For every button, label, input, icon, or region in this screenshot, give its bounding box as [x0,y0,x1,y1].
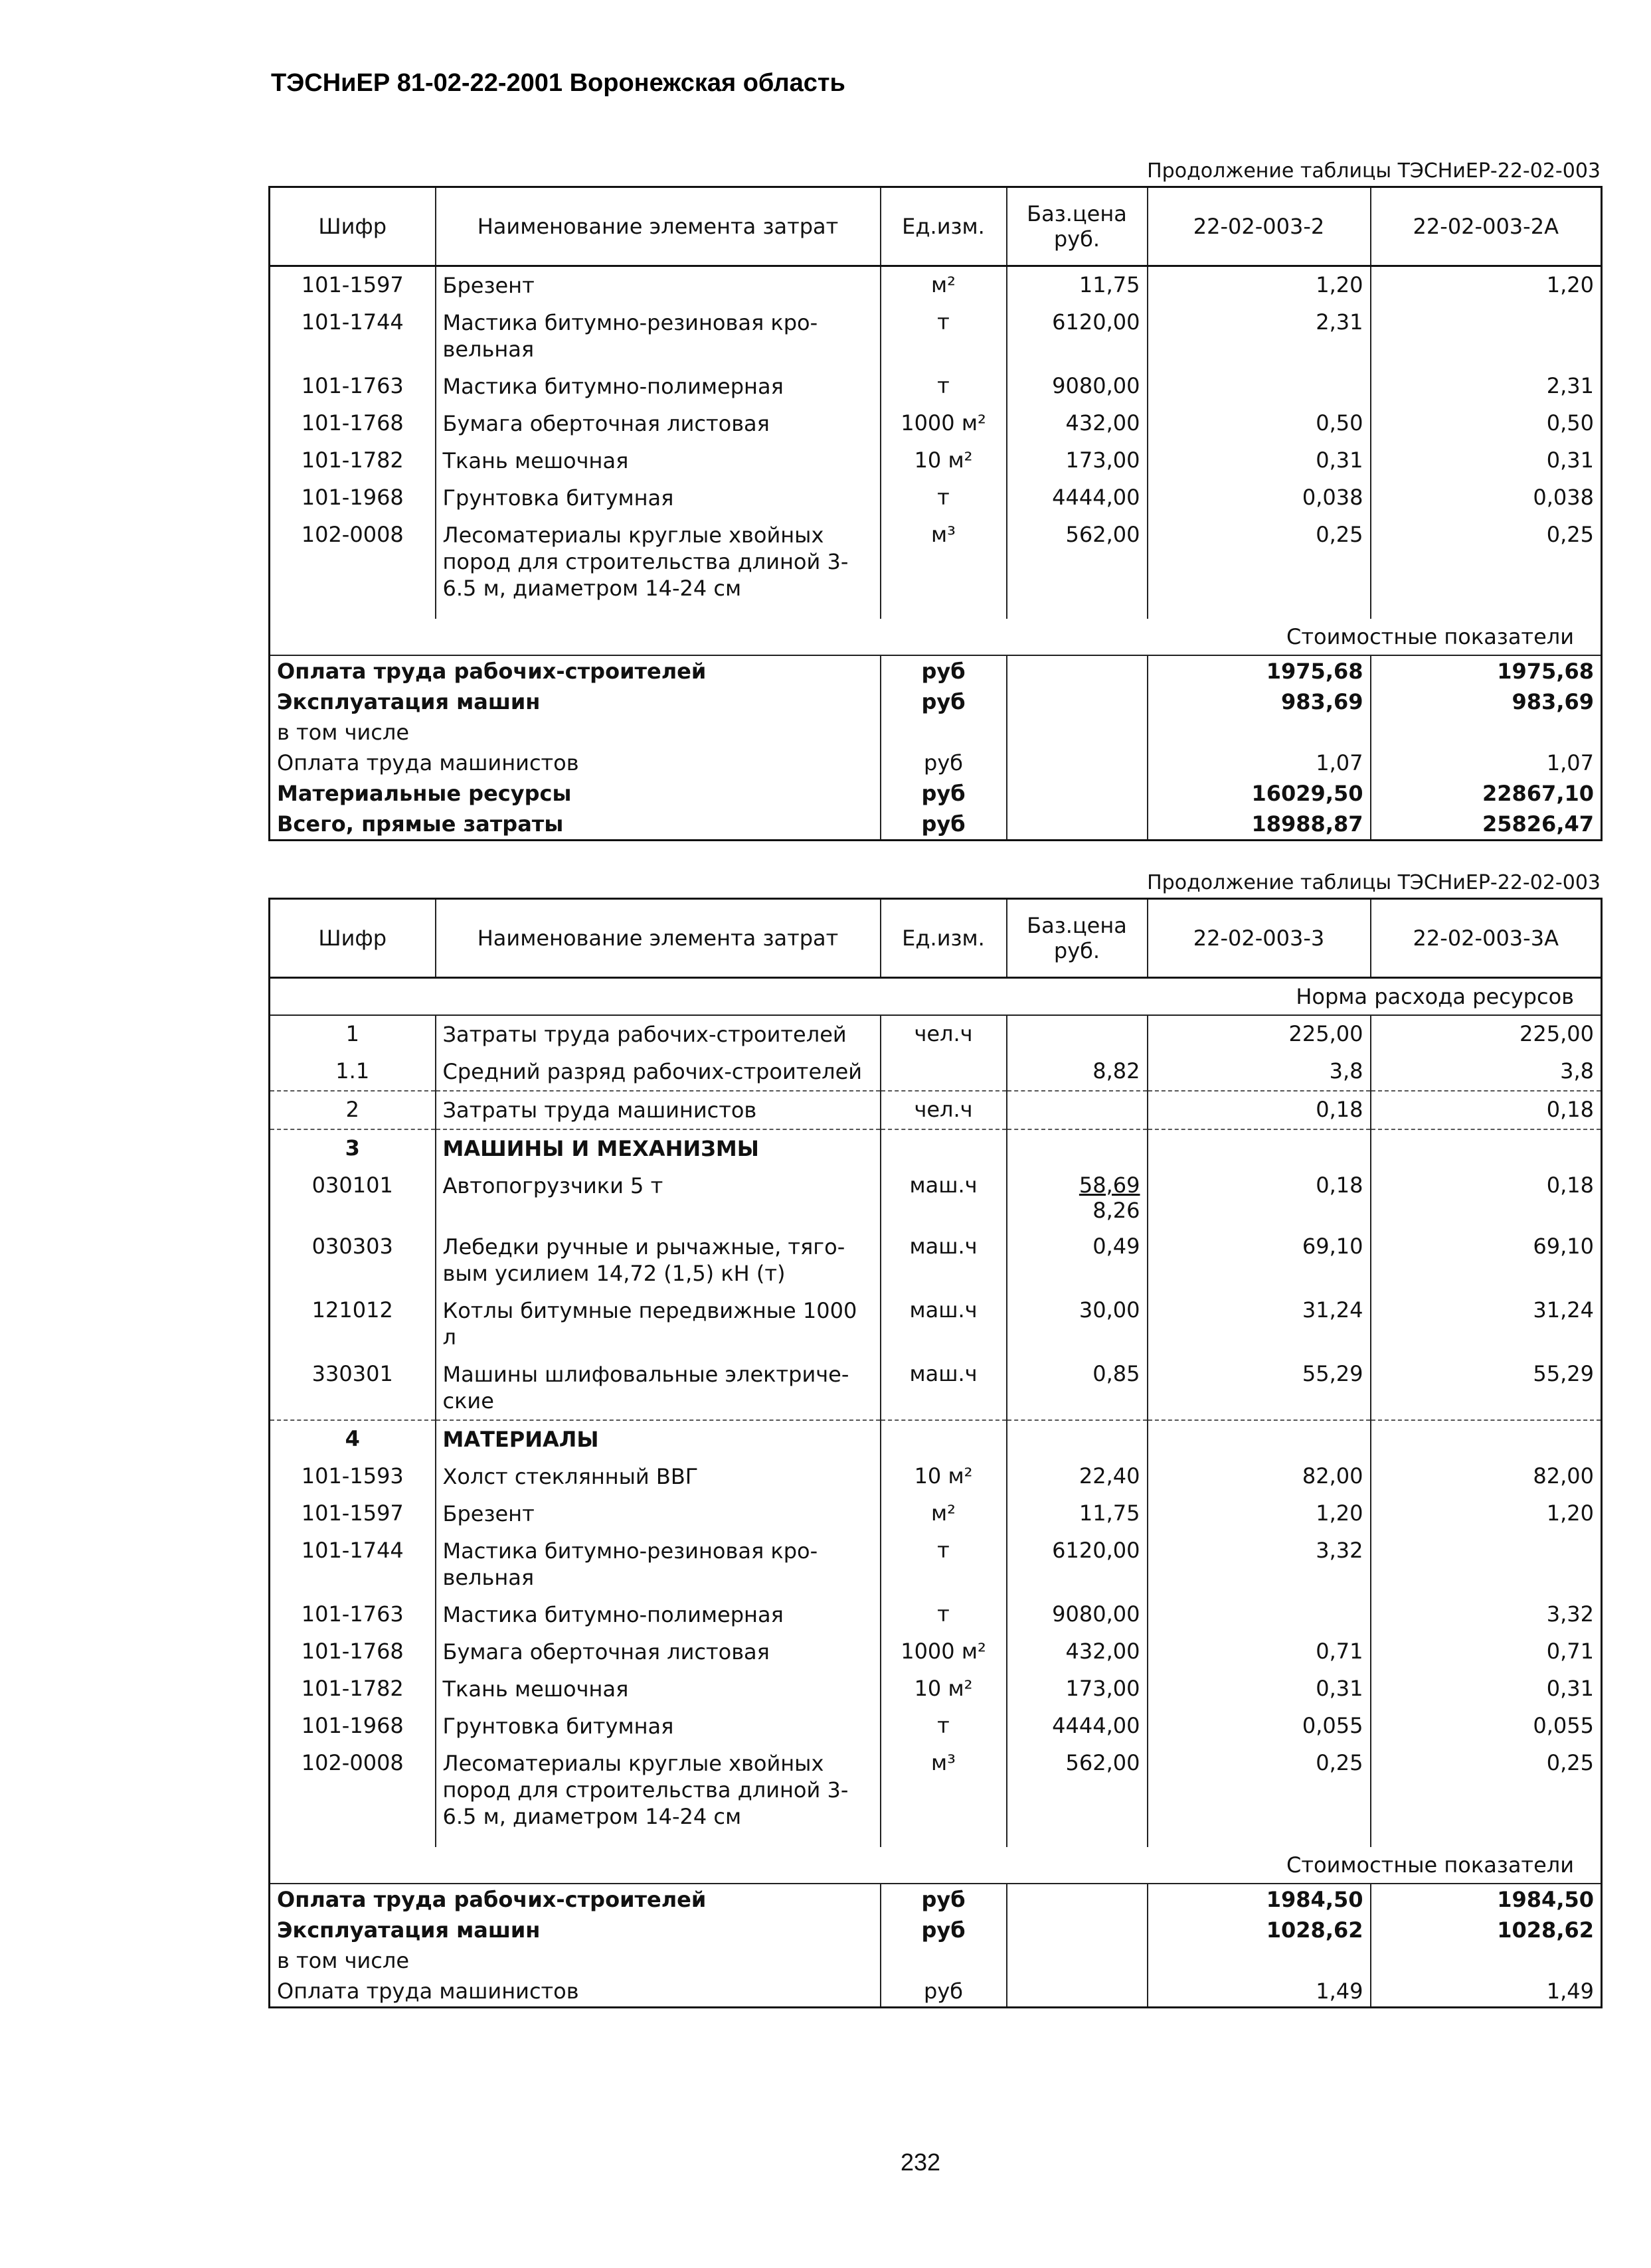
unit-cell: чел.ч [881,1015,1007,1053]
cipher-cell: 101-1744 [301,1538,404,1563]
col-header-norm-a: 22-02-003-3 [1148,899,1371,978]
base-price-secondary: 8,26 [1092,1198,1140,1223]
cost-row [270,1945,1602,1976]
unit-cell: маш.ч [881,1356,1007,1420]
norm-value-a: 1,20 [1148,266,1371,305]
page-title: ТЭСНиЕР 81-02-22-2001 Воронежская область [271,69,845,97]
cipher-cell: 101-1782 [301,1676,404,1701]
cipher-cell: 101-1968 [301,1713,404,1738]
unit-cell: м² [881,1495,1007,1532]
cost-indicators-caption-label: Стоимостные показатели [270,1847,1602,1884]
base-price-cell: 173,00 [1007,442,1148,479]
table-row [270,1091,1602,1129]
cipher-cell: 102-0008 [301,522,404,547]
base-price-cell: 22,40 [1007,1458,1148,1495]
cost-price-empty [1007,778,1148,809]
cost-label: Оплата труда машинистов [277,750,579,775]
norm-value-b: 3,8 [1371,1053,1602,1091]
spacer-row [270,607,1602,619]
cost-element-name: Бумага оберточная листовая [436,1633,881,1670]
norm-value-a: 1,20 [1148,1495,1371,1532]
resource-norm-caption [270,978,1602,1016]
base-price-cell: 6120,00 [1007,1532,1148,1596]
spacer-cell [436,607,881,619]
cost-element-name: Лесоматериалы круглые хвойных пород для строительства длиной 3-6.5 м, диаметром 14-24 см [436,517,881,607]
cost-price-empty [1007,717,1148,748]
cost-element-name: Брезент [436,1495,881,1532]
cost-value-b [1371,1945,1602,1976]
cost-price-empty [1007,655,1148,687]
cipher-cell: 102-0008 [301,1750,404,1775]
unit-cell: м² [881,266,1007,305]
cost-row [270,778,1602,809]
norm-value-a: 0,038 [1148,479,1371,517]
base-price-cell [1007,1129,1148,1167]
cost-value-a: 983,69 [1148,687,1371,717]
unit-cell [881,1420,1007,1458]
base-price-cell [1007,1015,1148,1053]
norm-value-a [1148,1420,1371,1458]
norm-value-b: 0,25 [1371,1745,1602,1835]
cost-unit: руб [881,778,1007,809]
unit-cell: маш.ч [881,1292,1007,1356]
base-price-cell: 30,00 [1007,1292,1148,1356]
cipher-cell: 1 [345,1021,359,1046]
cost-value-b [1371,717,1602,748]
norm-value-a: 2,31 [1148,304,1371,368]
cost-value-a [1148,1945,1371,1976]
cost-price-empty [1007,748,1148,778]
cost-element-name: Затраты труда машинистов [436,1091,881,1129]
cost-unit: руб [881,1915,1007,1945]
norm-value-a [1148,368,1371,405]
table-row [270,1458,1602,1495]
cipher-cell: 101-1768 [301,410,404,436]
table-row [270,405,1602,442]
cost-value-a: 16029,50 [1148,778,1371,809]
spacer-cell [1371,1835,1602,1847]
norm-value-a: 0,50 [1148,405,1371,442]
cipher-cell: 101-1763 [301,373,404,398]
col-header-norm-a: 22-02-003-2 [1148,187,1371,266]
unit-cell: 10 м² [881,1458,1007,1495]
norm-value-a [1148,1596,1371,1633]
unit-cell [881,1053,1007,1091]
table-row [270,1670,1602,1708]
norm-value-b: 0,055 [1371,1708,1602,1745]
cost-label: Всего, прямые затраты [277,811,564,837]
unit-cell [881,1129,1007,1167]
cost-element-name: Средний разряд рабочих-строителей [436,1053,881,1091]
cost-label: Оплата труда рабочих-строителей [277,659,707,684]
cost-element-name: Автопогрузчики 5 т [436,1167,881,1228]
unit-cell: т [881,304,1007,368]
cost-price-empty [1007,1915,1148,1945]
cost-element-name: Машины шлифовальные электриче-ские [436,1356,881,1420]
table-row [270,1167,1602,1228]
table2-header-row [270,899,1602,978]
spacer-cell [1007,607,1148,619]
base-price-cell [1007,1091,1148,1129]
table-row [270,304,1602,368]
cipher-cell: 330301 [311,1361,393,1386]
cost-element-name: Грунтовка битумная [436,1708,881,1745]
spacer-cell [1007,1835,1148,1847]
cost-row [270,687,1602,717]
cost-unit: руб [881,748,1007,778]
cost-unit: руб [881,809,1007,841]
col-header-unit: Ед.изм. [881,187,1007,266]
cipher-cell: 2 [270,1091,436,1129]
table-row [270,479,1602,517]
cipher-cell: 101-1763 [301,1601,404,1627]
cost-value-b: 22867,10 [1371,778,1602,809]
base-price-cell: 8,82 [1007,1053,1148,1091]
spacer-cell [1148,1835,1371,1847]
table-row [270,1292,1602,1356]
cost-element-name: Котлы битумные передвижные 1000 л [436,1292,881,1356]
cipher-cell: 101-1744 [301,309,404,335]
cost-element-name: Лесоматериалы круглые хвойных пород для строительства длиной 3-6.5 м, диаметром 14-24 см [436,1745,881,1835]
cost-element-name: Холст стеклянный ВВГ [436,1458,881,1495]
cost-element-name: Ткань мешочная [436,442,881,479]
cost-value-b: 1984,50 [1371,1884,1602,1915]
cost-label: Эксплуатация машин [277,1917,541,1943]
cost-value-b: 1,49 [1371,1976,1602,2008]
cost-price-empty [1007,1976,1148,2008]
spacer-cell [270,607,436,619]
norm-value-b: 0,31 [1371,1670,1602,1708]
norm-value-a: 0,31 [1148,442,1371,479]
cost-element-name: Брезент [436,266,881,305]
base-price-cell: 4444,00 [1007,479,1148,517]
norm-value-a: 0,18 [1148,1167,1371,1228]
norm-value-b: 55,29 [1371,1356,1602,1420]
norm-value-b: 0,71 [1371,1633,1602,1670]
norm-value-b: 225,00 [1371,1015,1602,1053]
norm-value-b: 82,00 [1371,1458,1602,1495]
cost-unit: руб [881,687,1007,717]
cipher-cell: 101-1597 [301,272,404,297]
norm-value-a: 0,31 [1148,1670,1371,1708]
table-row [270,1015,1602,1053]
norm-value-a [1148,1129,1371,1167]
unit-cell: м³ [881,517,1007,607]
cost-price-empty [1007,1884,1148,1915]
cipher-cell: 101-1968 [301,485,404,510]
unit-cell: чел.ч [881,1091,1007,1129]
cost-value-b: 1975,68 [1371,655,1602,687]
table-row [270,1708,1602,1745]
cipher-cell: 4 [270,1420,436,1458]
unit-cell: т [881,479,1007,517]
cost-value-b: 1028,62 [1371,1915,1602,1945]
norm-value-a: 3,32 [1148,1532,1371,1596]
unit-cell: 10 м² [881,1670,1007,1708]
cost-row [270,1884,1602,1915]
table-row [270,1596,1602,1633]
norm-value-b: 1,20 [1371,266,1602,305]
cost-price-empty [1007,687,1148,717]
unit-cell: т [881,1532,1007,1596]
table1-header-row [270,187,1602,266]
unit-cell: 1000 м² [881,405,1007,442]
base-price-cell: 432,00 [1007,405,1148,442]
cost-element-name: МАТЕРИАЛЫ [436,1420,881,1458]
cost-row [270,809,1602,841]
norm-value-b: 0,18 [1371,1167,1602,1228]
cost-row [270,1915,1602,1945]
base-price-cell: 432,00 [1007,1633,1148,1670]
unit-cell: маш.ч [881,1228,1007,1292]
cost-label: Эксплуатация машин [277,689,541,714]
norm-value-b: 3,32 [1371,1596,1602,1633]
cipher-cell: 101-1782 [301,447,404,473]
table-row [270,1053,1602,1091]
cost-indicators-caption [270,619,1602,655]
spacer-cell [1148,607,1371,619]
norm-value-a: 0,055 [1148,1708,1371,1745]
col-header-code: Шифр [270,187,436,266]
norm-value-b: 0,038 [1371,479,1602,517]
section-row [270,1129,1602,1167]
base-price-value: 58,69 [1079,1173,1140,1198]
norm-value-a: 225,00 [1148,1015,1371,1053]
cost-indicators-caption [270,1847,1602,1884]
table-row [270,1532,1602,1596]
col-header-unit: Ед.изм. [881,899,1007,978]
cost-element-name: Мастика битумно-резиновая кро-вельная [436,1532,881,1596]
table-row [270,1745,1602,1835]
table1-continuation-caption: Продолжение таблицы ТЭСНиЕР-22-02-003 [1147,159,1601,183]
norm-value-b: 2,31 [1371,368,1602,405]
cost-value-a: 1,49 [1148,1976,1371,2008]
norm-value-b: 0,31 [1371,442,1602,479]
resource-table-1 [268,186,1603,841]
cipher-cell: 030303 [311,1234,393,1259]
section-row [270,1420,1602,1458]
table-row [270,442,1602,479]
col-header-name: Наименование элемента затрат [436,187,881,266]
page-number: 232 [901,2148,941,2176]
base-price-cell [1007,1420,1148,1458]
table2-continuation-caption: Продолжение таблицы ТЭСНиЕР-22-02-003 [1147,871,1601,894]
unit-cell: т [881,1708,1007,1745]
cipher-cell: 030101 [311,1173,393,1198]
table-row [270,368,1602,405]
resource-norm-caption-label: Норма расхода ресурсов [270,978,1602,1016]
norm-value-a: 69,10 [1148,1228,1371,1292]
table-row [270,1228,1602,1292]
base-price-cell [1007,1167,1148,1228]
base-price-cell: 9080,00 [1007,368,1148,405]
norm-value-a: 0,71 [1148,1633,1371,1670]
cost-label: в том числе [277,720,409,745]
norm-value-b [1371,304,1602,368]
cost-label: Материальные ресурсы [277,781,572,806]
cost-value-a: 1984,50 [1148,1884,1371,1915]
cost-value-a: 1975,68 [1148,655,1371,687]
cost-element-name: Затраты труда рабочих-строителей [436,1015,881,1053]
unit-cell: т [881,1596,1007,1633]
spacer-cell [436,1835,881,1847]
table1-body [270,266,1602,841]
table2-body [270,978,1602,2008]
cost-element-name: Лебедки ручные и рычажные, тяго-вым усилием 14,72 (1,5) кН (т) [436,1228,881,1292]
cost-element-name: Бумага оберточная листовая [436,405,881,442]
table-row [270,1356,1602,1420]
cost-element-name: МАШИНЫ И МЕХАНИЗМЫ [436,1129,881,1167]
col-header-name: Наименование элемента затрат [436,899,881,978]
norm-value-a: 0,25 [1148,1745,1371,1835]
base-price-cell: 562,00 [1007,517,1148,607]
cipher-cell: 101-1768 [301,1639,404,1664]
unit-cell: маш.ч [881,1167,1007,1228]
table-row [270,266,1602,305]
cost-row [270,1976,1602,2008]
col-header-norm-b: 22-02-003-2А [1371,187,1602,266]
unit-cell: 1000 м² [881,1633,1007,1670]
cipher-cell: 3 [270,1129,436,1167]
spacer-cell [881,607,1007,619]
table-row [270,517,1602,607]
spacer-cell [881,1835,1007,1847]
cost-unit [881,1945,1007,1976]
cost-element-name: Грунтовка битумная [436,479,881,517]
cost-price-empty [1007,809,1148,841]
cost-row [270,748,1602,778]
base-price-cell: 173,00 [1007,1670,1148,1708]
cipher-cell: 101-1593 [301,1463,404,1489]
resource-table-2 [268,898,1603,2008]
cost-element-name: Мастика битумно-резиновая кро-вельная [436,304,881,368]
norm-value-a: 0,25 [1148,517,1371,607]
cost-unit [881,717,1007,748]
base-price-cell: 4444,00 [1007,1708,1148,1745]
unit-cell: м³ [881,1745,1007,1835]
cost-value-b: 983,69 [1371,687,1602,717]
norm-value-b: 69,10 [1371,1228,1602,1292]
cost-element-name: Мастика битумно-полимерная [436,1596,881,1633]
col-header-price: Баз.цена руб. [1007,899,1148,978]
base-price-cell: 0,85 [1007,1356,1148,1420]
spacer-cell [270,1835,436,1847]
base-price-cell: 11,75 [1007,1495,1148,1532]
cost-label: Оплата труда машинистов [277,1979,579,2004]
norm-value-b: 0,18 [1371,1091,1602,1129]
norm-value-b [1371,1420,1602,1458]
cost-value-a: 1,07 [1148,748,1371,778]
cost-element-name: Ткань мешочная [436,1670,881,1708]
unit-cell: 10 м² [881,442,1007,479]
cipher-cell: 121012 [311,1297,393,1323]
cost-label: в том числе [277,1948,409,1973]
norm-value-b: 31,24 [1371,1292,1602,1356]
table-row [270,1633,1602,1670]
cost-label: Оплата труда рабочих-строителей [277,1887,707,1912]
cost-unit: руб [881,655,1007,687]
norm-value-a: 55,29 [1148,1356,1371,1420]
norm-value-a: 31,24 [1148,1292,1371,1356]
col-header-norm-b: 22-02-003-3А [1371,899,1602,978]
base-price-cell: 562,00 [1007,1745,1148,1835]
cost-value-a: 18988,87 [1148,809,1371,841]
table-row [270,1495,1602,1532]
cost-value-a: 1028,62 [1148,1915,1371,1945]
unit-cell: т [881,368,1007,405]
cipher-cell: 1.1 [335,1058,370,1084]
cost-row [270,655,1602,687]
base-price-cell: 11,75 [1007,266,1148,305]
cost-unit: руб [881,1884,1007,1915]
norm-value-a: 3,8 [1148,1053,1371,1091]
cost-unit: руб [881,1976,1007,2008]
base-price-cell: 6120,00 [1007,304,1148,368]
norm-value-a: 82,00 [1148,1458,1371,1495]
col-header-price: Баз.цена руб. [1007,187,1148,266]
cost-element-name: Мастика битумно-полимерная [436,368,881,405]
base-price-cell: 0,49 [1007,1228,1148,1292]
cost-indicators-caption-label: Стоимостные показатели [270,619,1602,655]
norm-value-b [1371,1532,1602,1596]
norm-value-b: 0,50 [1371,405,1602,442]
cost-value-b: 1,07 [1371,748,1602,778]
cipher-cell: 101-1597 [301,1500,404,1526]
norm-value-b: 0,25 [1371,517,1602,607]
norm-value-b [1371,1129,1602,1167]
norm-value-a: 0,18 [1148,1091,1371,1129]
cost-value-b: 25826,47 [1371,809,1602,841]
cost-value-a [1148,717,1371,748]
col-header-code: Шифр [270,899,436,978]
base-price-cell: 9080,00 [1007,1596,1148,1633]
spacer-cell [1371,607,1602,619]
spacer-row [270,1835,1602,1847]
cost-row [270,717,1602,748]
cost-price-empty [1007,1945,1148,1976]
norm-value-b: 1,20 [1371,1495,1602,1532]
